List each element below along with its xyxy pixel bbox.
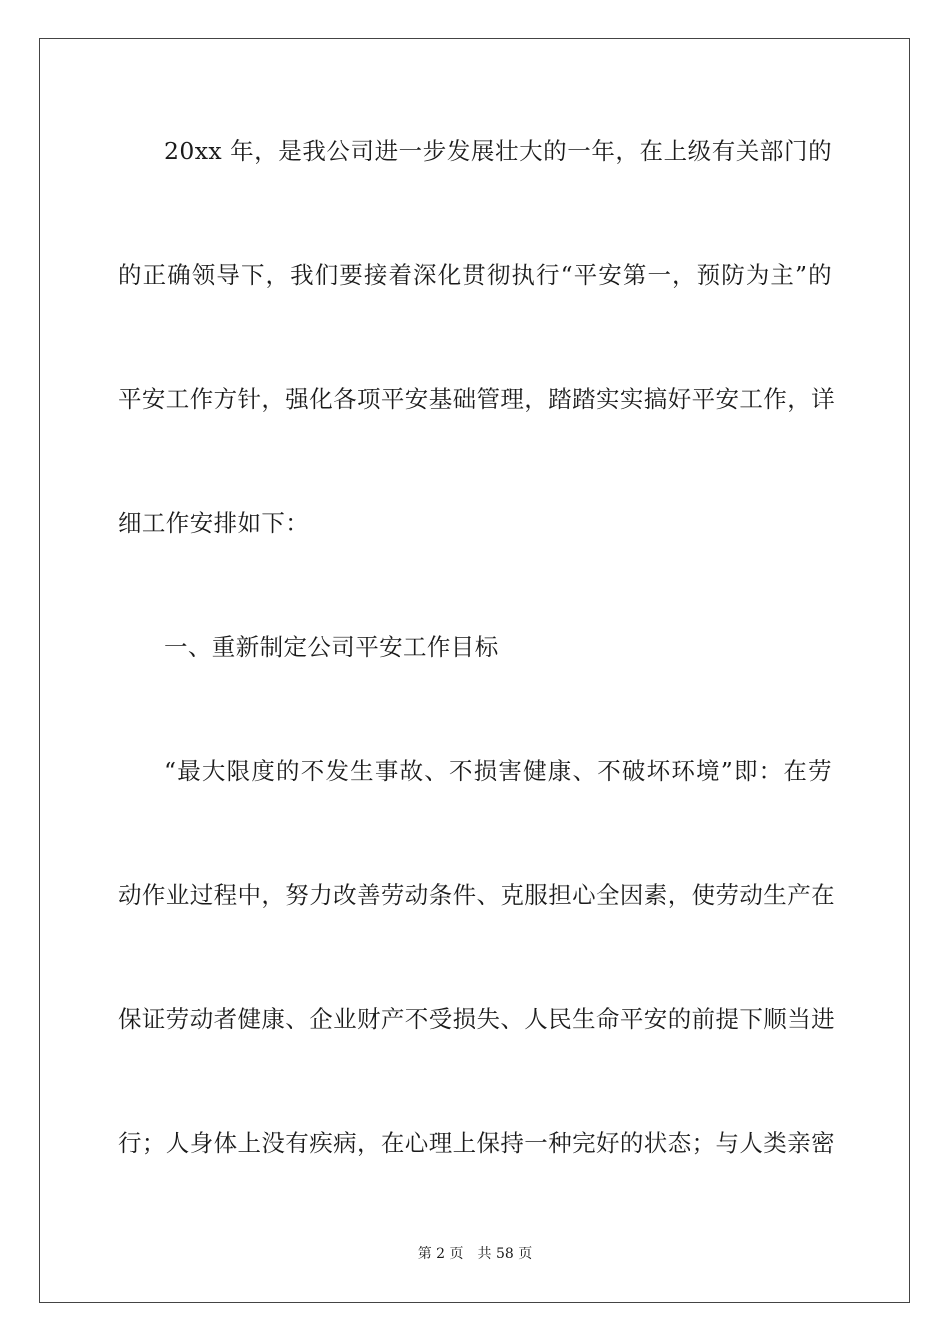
paragraph-line-6: 动作业过程中，努力改善劳动条件、克服担心全因素，使劳动生产在 xyxy=(118,881,835,909)
section-heading: 一、重新制定公司平安工作目标 xyxy=(164,633,499,661)
paragraph-line-2: 的正确领导下，我们要接着深化贯彻执行“平安第一，预防为主”的 xyxy=(118,261,832,289)
paragraph-line-7: 保证劳动者健康、企业财产不受损失、人民生命平安的前提下顺当进 xyxy=(118,1005,835,1033)
paragraph-line-8: 行；人身体上没有疾病，在心理上保持一种完好的状态；与人类亲密 xyxy=(118,1129,835,1157)
page-number: 第 2 页 xyxy=(417,1246,464,1262)
page-total: 共 58 页 xyxy=(477,1246,533,1262)
paragraph-line-1: 20xx 年，是我公司进一步发展壮大的一年，在上级有关部门的 xyxy=(164,137,832,165)
page-footer xyxy=(0,1244,950,1264)
paragraph-line-4: 细工作安排如下： xyxy=(118,509,310,537)
paragraph-line-3: 平安工作方针，强化各项平安基础管理，踏踏实实搞好平安工作，详 xyxy=(118,385,835,413)
page-frame xyxy=(39,38,910,1303)
paragraph-line-5: “最大限度的不发生事故、不损害健康、不破坏环境”即：在劳 xyxy=(164,757,832,785)
